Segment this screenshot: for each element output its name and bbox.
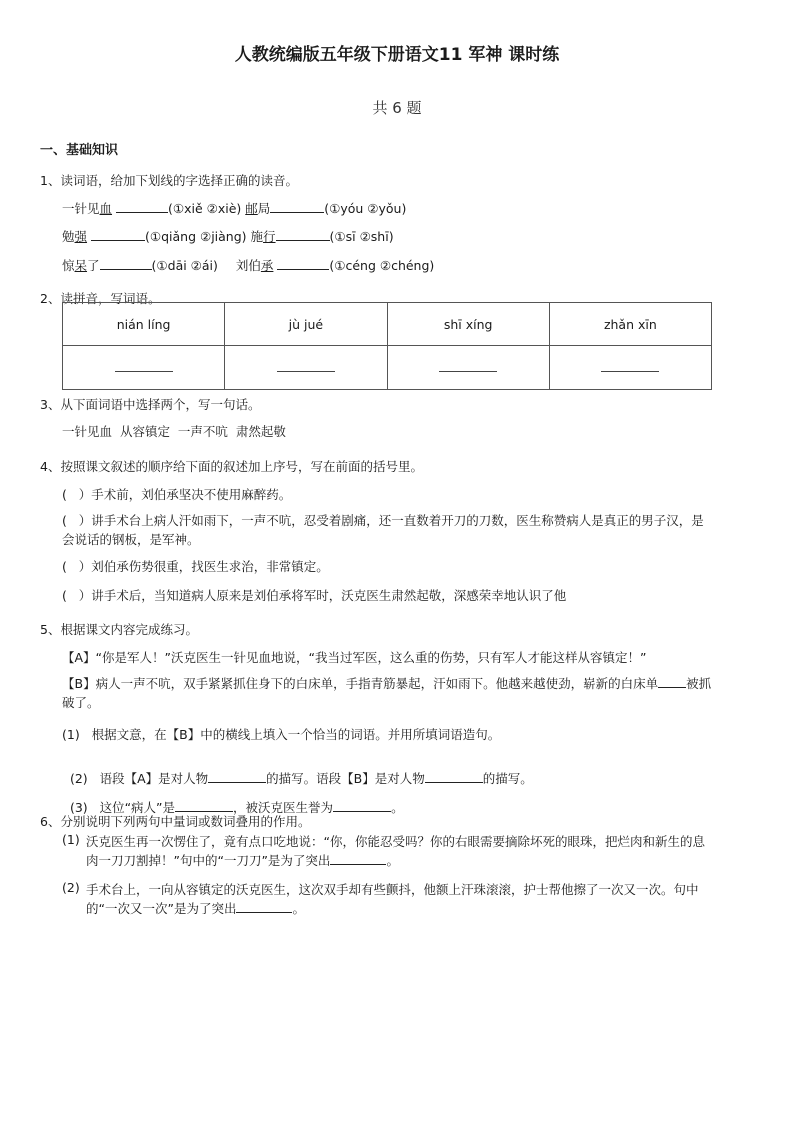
q3-word-list: 一针见血 从容镇定 一声不吭 肃然起敬 bbox=[62, 424, 286, 439]
q5-sub2-blank1[interactable] bbox=[208, 770, 266, 783]
question-count: 共 6 题 bbox=[372, 99, 422, 117]
q1-line1 bbox=[62, 199, 406, 217]
q5-sub3-text-b: ，被沃克医生誉为 bbox=[233, 800, 334, 815]
answer-cell[interactable] bbox=[387, 346, 549, 390]
q4-item: ( ）手术前，刘伯承坚决不使用麻醉药。 bbox=[62, 487, 292, 502]
q1-l1-w1-options: (①xiě ②xiè) bbox=[168, 201, 246, 216]
q1-l2-w1-pre: 勉 bbox=[62, 229, 75, 244]
q5-sub3-blank2[interactable] bbox=[333, 799, 391, 812]
q1-l2-w2-pre: 施 bbox=[250, 229, 264, 244]
q5-paragraph-b bbox=[62, 674, 712, 712]
page-title: 人教统编版五年级下册语文11 军神 课时练 bbox=[234, 45, 560, 65]
q6-sub2-label: (2) bbox=[62, 880, 80, 895]
q1-l3-w1-options: (①dāi ②ái) bbox=[151, 258, 218, 273]
q1-l2-w2-options: (①sī ②shī) bbox=[329, 229, 394, 244]
q6-sub1-text: 沃克医生再一次愣住了，竟有点口吃地说：“你，你能忍受吗？你的右眼需要摘除坏死的眼珠，把烂肉和新生的息肉一刀刀割掉！”句中的“一刀刀”是为了突出 bbox=[86, 834, 705, 868]
q5-stem: 5、根据课文内容完成练习。 bbox=[40, 622, 198, 637]
q1-l1-w2-underlined: 邮 bbox=[245, 201, 258, 216]
q1-l2-blank2[interactable] bbox=[276, 228, 330, 241]
q6-sub1-blank[interactable] bbox=[330, 852, 386, 865]
q4-stem: 4、按照课文叙述的顺序给下面的叙述加上序号，写在前面的括号里。 bbox=[40, 459, 423, 474]
answer-cell[interactable] bbox=[63, 346, 225, 390]
q5-sub3-blank1[interactable] bbox=[175, 799, 233, 812]
section-heading: 一、基础知识 bbox=[40, 143, 119, 158]
q5-sub2-text-b: 的描写。语段【B】是对人物 bbox=[266, 771, 425, 786]
answer-line[interactable] bbox=[115, 361, 173, 372]
q1-l1-w1-underlined: 血 bbox=[99, 201, 113, 216]
pinyin-cell: zhǎn xīn bbox=[549, 303, 711, 346]
q1-l3-blank1[interactable] bbox=[100, 257, 152, 270]
q4-item: ( ）讲手术台上病人汗如雨下，一声不吭，忍受着剧痛，还一直数着开刀的刀数，医生称赞病人是真正的男子汉，是会说话的钢板，是军神。 bbox=[62, 513, 704, 547]
q1-l3-w1-pre: 惊 bbox=[62, 258, 75, 273]
q6-sub1-label: (1) bbox=[62, 832, 80, 847]
q6-sub2-blank[interactable] bbox=[236, 900, 292, 913]
q5-sub2-text-a: (2) 语段【A】是对人物 bbox=[69, 771, 209, 786]
q1-l1-w2-options: (①yóu ②yǒu) bbox=[324, 201, 407, 216]
q1-l2-w2-underlined: 行 bbox=[263, 229, 276, 244]
q6-sub2-end: 。 bbox=[292, 901, 305, 916]
q3-stem: 3、从下面词语中选择两个，写一句话。 bbox=[40, 397, 261, 412]
pinyin-cell: jù jué bbox=[225, 303, 387, 346]
q1-line2 bbox=[62, 227, 394, 245]
q5-sub2-blank2[interactable] bbox=[425, 770, 483, 783]
q1-l1-blank1[interactable] bbox=[116, 200, 168, 213]
q1-l2-w1-underlined: 强 bbox=[74, 229, 88, 244]
q1-line3 bbox=[62, 256, 434, 274]
q1-l3-w2-pre: 刘伯 bbox=[235, 258, 261, 273]
q1-l3-w2-underlined: 承 bbox=[260, 258, 274, 273]
q1-l3-w1-post: 了 bbox=[87, 258, 100, 273]
q1-l1-w2-post: 局 bbox=[257, 201, 271, 216]
answer-cell[interactable] bbox=[225, 346, 387, 390]
q6-sub2-text: 手术台上，一向从容镇定的沃克医生，这次双手却有些颤抖，他额上汗珠滚滚，护士帮他擦了一次又一次。句中的“一次又一次”是为了突出 bbox=[86, 882, 699, 916]
q1-l1-blank2[interactable] bbox=[270, 200, 324, 213]
q1-l2-blank1[interactable] bbox=[91, 228, 145, 241]
pinyin-cell: shī xíng bbox=[387, 303, 549, 346]
q1-stem: 1、读词语，给加下划线的字选择正确的读音。 bbox=[40, 173, 298, 188]
q6-sub1 bbox=[86, 832, 712, 870]
q5-sub1: (1) 根据文意，在【B】中的横线上填入一个恰当的词语。并用所填词语造句。 bbox=[62, 727, 501, 742]
q5-paragraph-a: 【A】“你是军人！”沃克医生一针见血地说，“我当过军医，这么重的伤势，只有军人才能这样从容镇定！” bbox=[62, 650, 647, 665]
q1-l1-w1-pre: 一针见 bbox=[62, 201, 100, 216]
answer-line[interactable] bbox=[277, 361, 335, 372]
pinyin-table bbox=[62, 302, 712, 390]
q5-para-b-end: 被抓破了。 bbox=[62, 676, 712, 710]
q5-sub3-text-c: 。 bbox=[391, 800, 404, 815]
q6-stem: 6、分别说明下列两句中量词或数词叠用的作用。 bbox=[40, 814, 311, 829]
q5-para-b-blank[interactable] bbox=[658, 675, 686, 688]
q4-item: ( ）刘伯承伤势很重，找医生求治，非常镇定。 bbox=[62, 559, 329, 574]
q2-stem: 2、读拼音，写词语。 bbox=[40, 291, 161, 306]
q6-sub1-end: 。 bbox=[386, 853, 399, 868]
q1-l3-blank2[interactable] bbox=[277, 257, 329, 270]
pinyin-cell: nián líng bbox=[63, 303, 225, 346]
answer-cell[interactable] bbox=[549, 346, 711, 390]
q6-sub2 bbox=[86, 880, 712, 918]
q1-l2-w1-options: (①qiǎng ②jiàng) bbox=[145, 229, 251, 244]
q1-l3-w1-underlined: 呆 bbox=[74, 258, 88, 273]
q5-para-b-text: 【B】病人一声不吭，双手紧紧抓住身下的白床单，手指青筋暴起，汗如雨下。他越来越使劲，崭新的白床单 bbox=[62, 676, 659, 691]
q4-item: ( ）讲手术后，当知道病人原来是刘伯承将军时，沃克医生肃然起敬，深感荣幸地认识了他 bbox=[62, 588, 567, 603]
q5-sub2-text-c: 的描写。 bbox=[482, 771, 533, 786]
answer-line[interactable] bbox=[439, 361, 497, 372]
answer-line[interactable] bbox=[601, 361, 659, 372]
q1-l3-w2-options: (①céng ②chéng) bbox=[329, 258, 435, 273]
q5-sub3-text-a: (3) 这位“病人”是 bbox=[69, 800, 176, 815]
